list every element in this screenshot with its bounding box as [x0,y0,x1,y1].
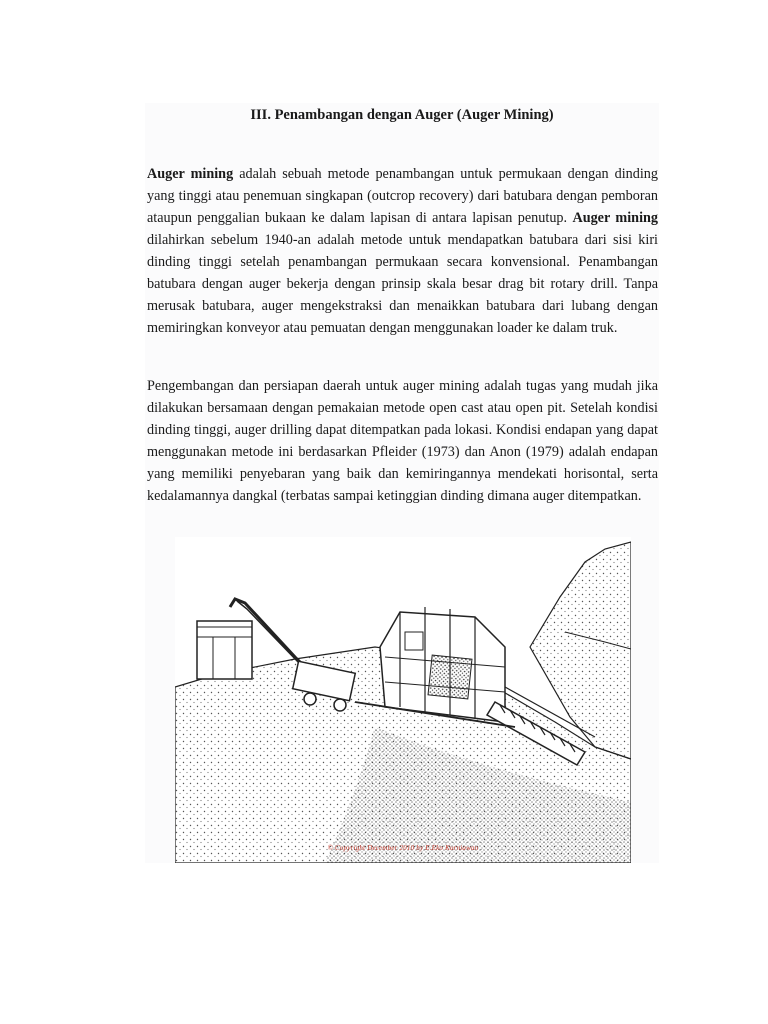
paragraph-1 [147,163,658,339]
paragraph-1-text-b: dilahirkan sebelum 1940-an adalah metode untuk mendapatkan batubara dari sisi kiri dinding tinggi setelah penambangan permukaan secara konvensional. Penambangan batubara dengan auger bekerja dengan prinsip skala besar drag bit rotary drill. Tanpa merusak batubara, auger mengekstraksi dan menaikkan batubara dari lubang dengan memiringkan konveyor atau pemuatan dengan menggunakan loader ke dalam truk. [147,232,658,336]
term-auger-mining-1: Auger mining [147,166,234,182]
paragraph-1-text-a: adalah sebuah metode penambangan untuk permukaan dengan dinding yang tinggi atau penemuan singkapan (outcrop recovery) dari batubara dengan pemboran ataupun penggalian bukaan ke dalam lapisan di antara lapisan penutup. [147,166,658,226]
term-auger-mining-2: Auger mining [572,210,658,226]
section-heading: III. Penambangan dengan Auger (Auger Mining) [250,107,554,123]
paragraph-2: Pengembangan dan persiapan daerah untuk auger mining adalah tugas yang mudah jika dilakukan bersamaan dengan pemakaian metode open cast atau open pit. Setelah kondisi dinding tinggi, auger drilling dapat ditempatkan pada lokasi. Kondisi endapan yang dapat menggunakan metode ini berdasarkan Pfleider (1973) dan Anon (1979) adalah endapan yang memiliki penyebaran yang baik dan kemiringannya mendekati horisontal, serta kedalamannya dangkal (terbatas sampai ketinggian dinding dimana auger ditempatkan. [147,378,658,504]
figure-copyright: © Copyright December 2010 by E.Eko Kurniawan [327,844,479,852]
auger-machine-drawing [175,537,631,863]
auger-mining-illustration [175,537,631,863]
